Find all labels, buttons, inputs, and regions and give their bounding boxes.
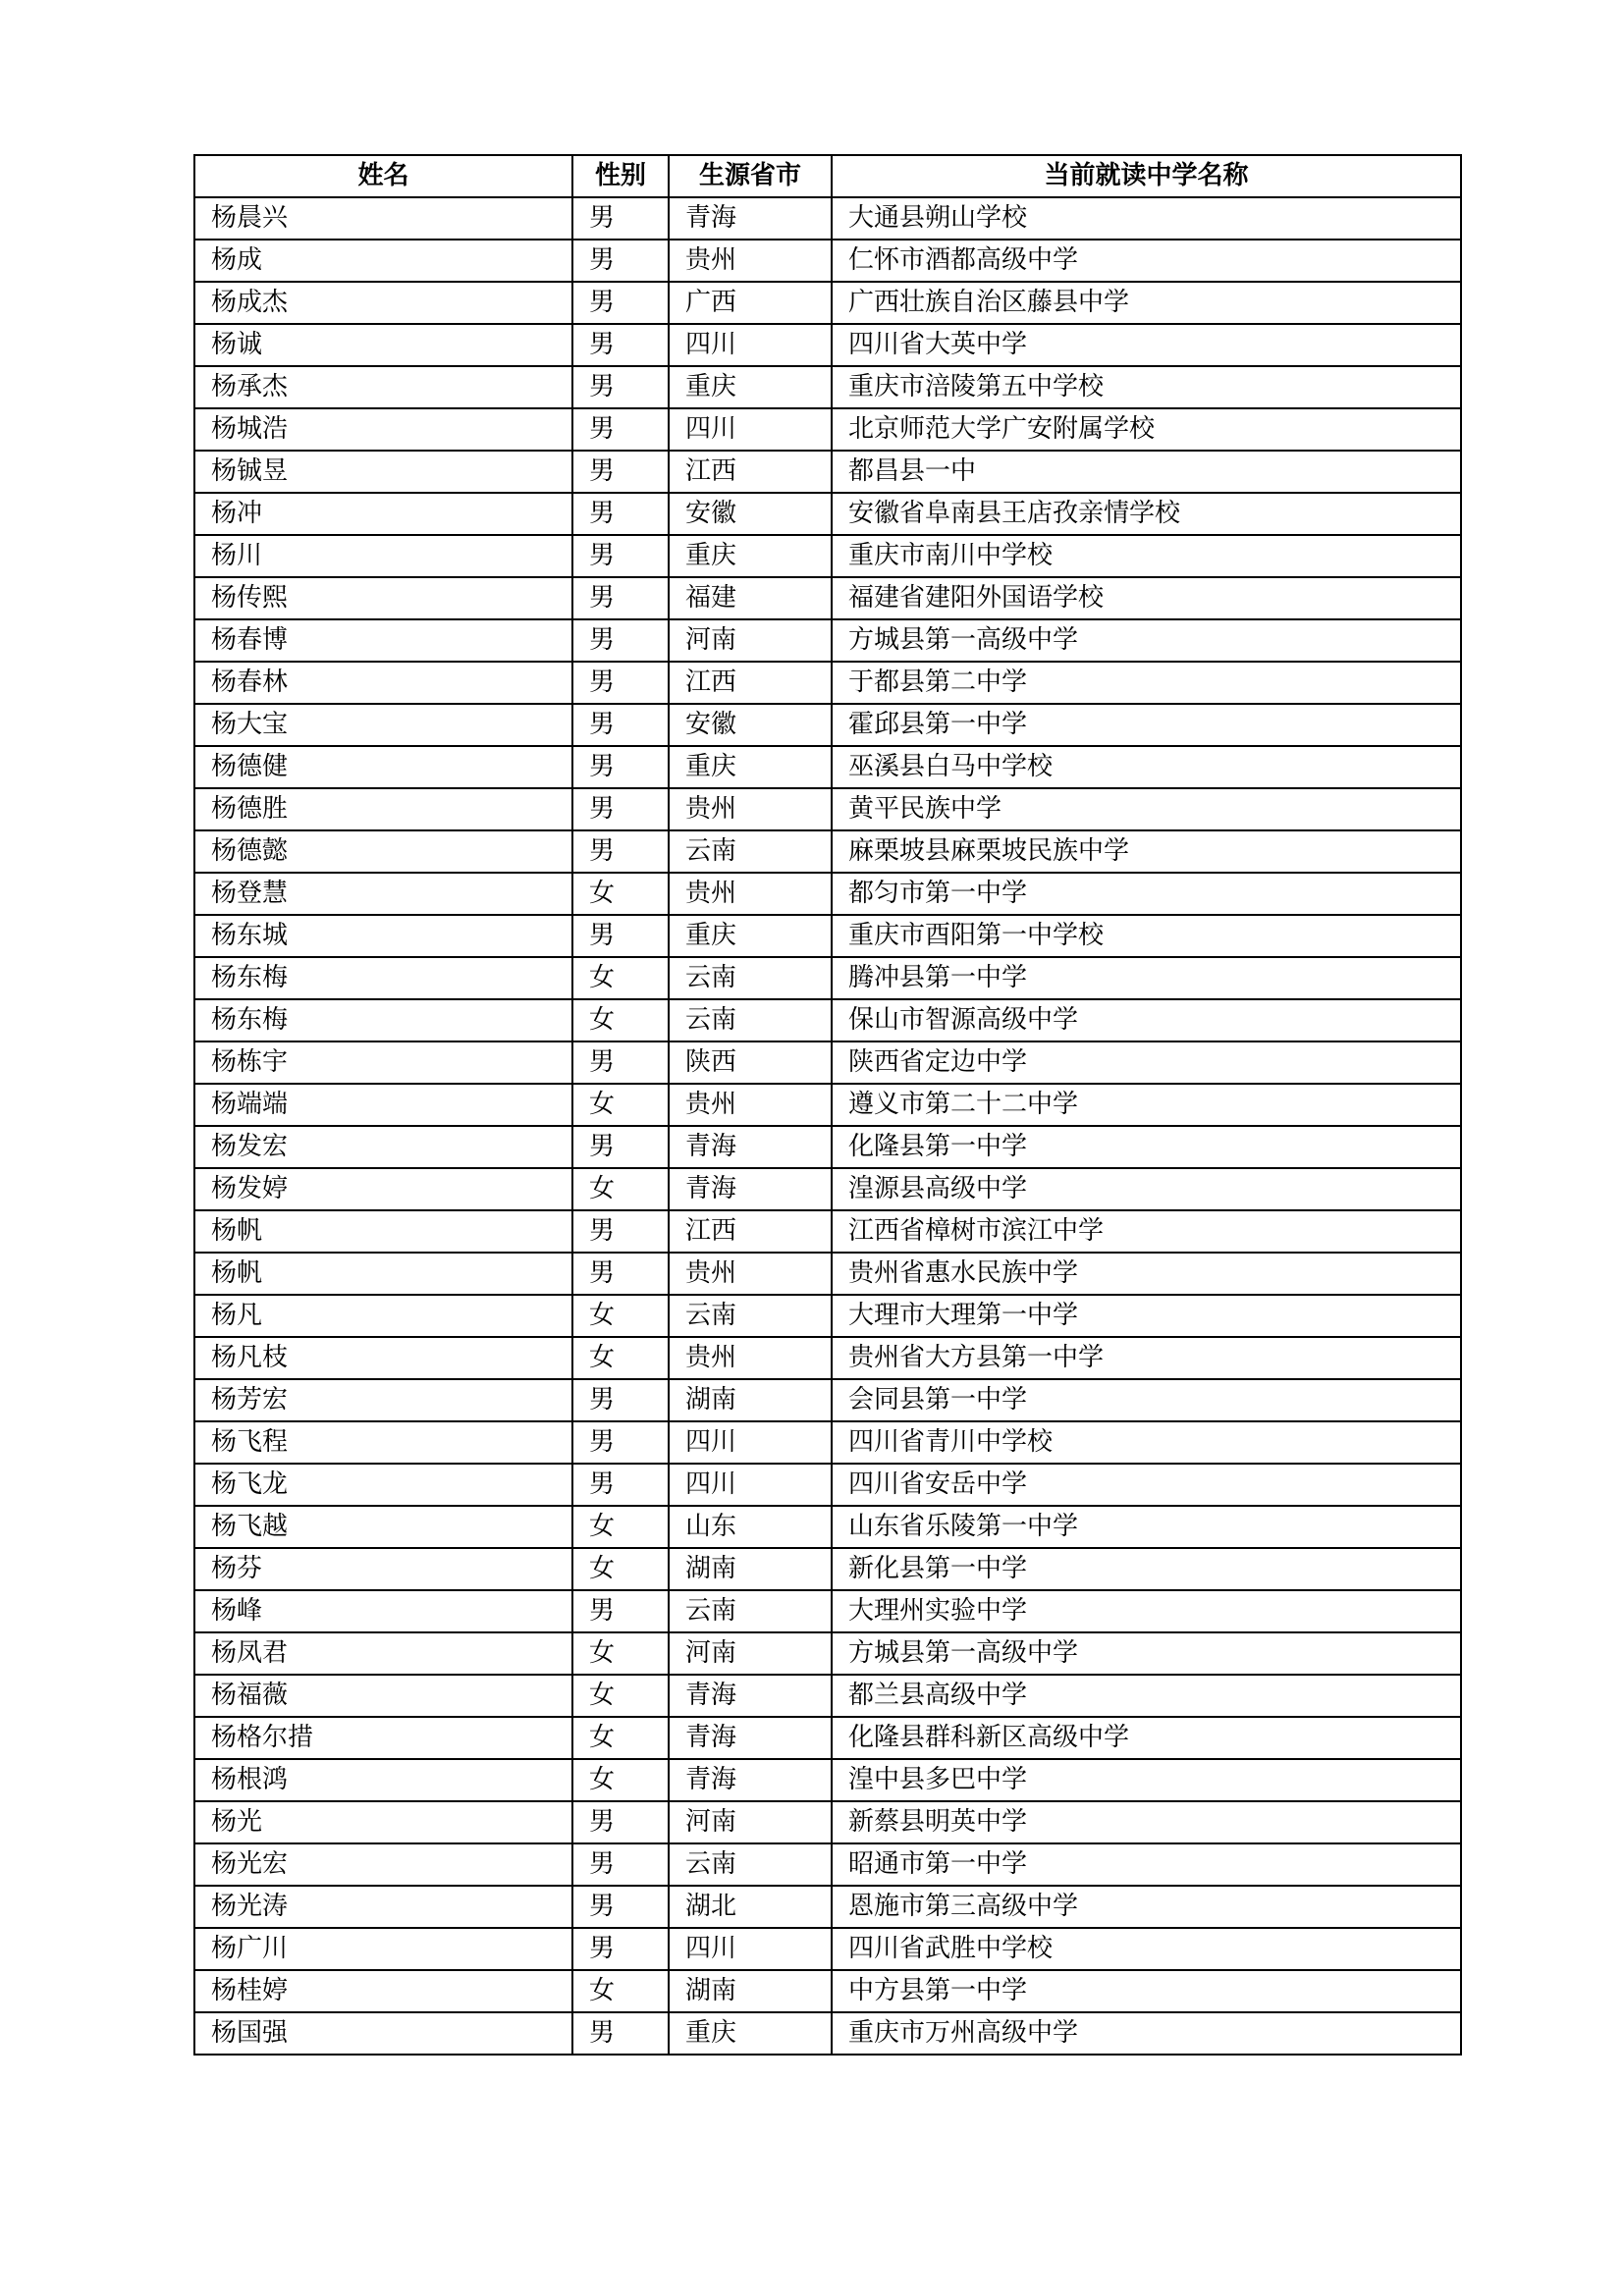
cell-name: 杨芳宏	[194, 1379, 572, 1421]
cell-province: 湖南	[669, 1548, 832, 1590]
cell-school: 恩施市第三高级中学	[832, 1886, 1461, 1928]
table-row	[194, 1464, 1461, 1506]
cell-name: 杨冲	[194, 493, 572, 535]
table-row	[194, 1210, 1461, 1253]
cell-school: 四川省青川中学校	[832, 1421, 1461, 1464]
cell-school: 重庆市万州高级中学	[832, 2012, 1461, 2055]
cell-school: 重庆市南川中学校	[832, 535, 1461, 577]
cell-gender: 男	[572, 746, 669, 788]
cell-name: 杨国强	[194, 2012, 572, 2055]
cell-province: 重庆	[669, 915, 832, 957]
cell-school: 中方县第一中学	[832, 1970, 1461, 2012]
cell-school: 重庆市酉阳第一中学校	[832, 915, 1461, 957]
cell-name: 杨德健	[194, 746, 572, 788]
cell-gender: 男	[572, 619, 669, 662]
cell-school: 四川省安岳中学	[832, 1464, 1461, 1506]
table-row	[194, 1590, 1461, 1632]
cell-gender: 女	[572, 999, 669, 1041]
cell-gender: 男	[572, 1253, 669, 1295]
cell-name: 杨春林	[194, 662, 572, 704]
cell-gender: 女	[572, 1632, 669, 1675]
cell-school: 江西省樟树市滨江中学	[832, 1210, 1461, 1253]
cell-name: 杨铖昱	[194, 451, 572, 493]
cell-school: 陕西省定边中学	[832, 1041, 1461, 1084]
cell-gender: 男	[572, 408, 669, 451]
cell-gender: 女	[572, 1295, 669, 1337]
cell-name: 杨春博	[194, 619, 572, 662]
cell-school: 大理市大理第一中学	[832, 1295, 1461, 1337]
cell-gender: 女	[572, 1168, 669, 1210]
cell-name: 杨凤君	[194, 1632, 572, 1675]
cell-gender: 女	[572, 1506, 669, 1548]
table-row	[194, 493, 1461, 535]
table-row	[194, 197, 1461, 240]
cell-province: 云南	[669, 1843, 832, 1886]
cell-gender: 女	[572, 1337, 669, 1379]
cell-name: 杨飞越	[194, 1506, 572, 1548]
cell-school: 仁怀市酒都高级中学	[832, 240, 1461, 282]
cell-school: 巫溪县白马中学校	[832, 746, 1461, 788]
cell-school: 遵义市第二十二中学	[832, 1084, 1461, 1126]
cell-province: 青海	[669, 1126, 832, 1168]
cell-name: 杨东城	[194, 915, 572, 957]
cell-gender: 女	[572, 1759, 669, 1801]
table-header-row	[194, 155, 1461, 197]
cell-school: 湟中县多巴中学	[832, 1759, 1461, 1801]
cell-province: 青海	[669, 1168, 832, 1210]
cell-name: 杨东梅	[194, 957, 572, 999]
cell-name: 杨光	[194, 1801, 572, 1843]
cell-name: 杨福薇	[194, 1675, 572, 1717]
table-row	[194, 1675, 1461, 1717]
cell-gender: 男	[572, 1590, 669, 1632]
cell-province: 江西	[669, 662, 832, 704]
cell-gender: 男	[572, 282, 669, 324]
cell-school: 贵州省惠水民族中学	[832, 1253, 1461, 1295]
cell-name: 杨凡	[194, 1295, 572, 1337]
cell-gender: 女	[572, 957, 669, 999]
cell-province: 河南	[669, 619, 832, 662]
cell-gender: 男	[572, 662, 669, 704]
cell-gender: 女	[572, 1675, 669, 1717]
cell-province: 陕西	[669, 1041, 832, 1084]
cell-name: 杨大宝	[194, 704, 572, 746]
table-row	[194, 619, 1461, 662]
cell-province: 福建	[669, 577, 832, 619]
cell-school: 麻栗坡县麻栗坡民族中学	[832, 830, 1461, 873]
cell-school: 湟源县高级中学	[832, 1168, 1461, 1210]
table-row	[194, 451, 1461, 493]
table-row	[194, 1632, 1461, 1675]
cell-name: 杨光涛	[194, 1886, 572, 1928]
cell-gender: 女	[572, 1084, 669, 1126]
cell-school: 安徽省阜南县王店孜亲情学校	[832, 493, 1461, 535]
cell-school: 四川省武胜中学校	[832, 1928, 1461, 1970]
cell-school: 于都县第二中学	[832, 662, 1461, 704]
table-row	[194, 662, 1461, 704]
cell-province: 四川	[669, 1421, 832, 1464]
table-row	[194, 788, 1461, 830]
cell-school: 都匀市第一中学	[832, 873, 1461, 915]
table-row	[194, 999, 1461, 1041]
cell-school: 都昌县一中	[832, 451, 1461, 493]
cell-name: 杨东梅	[194, 999, 572, 1041]
cell-province: 四川	[669, 324, 832, 366]
cell-gender: 男	[572, 1210, 669, 1253]
cell-province: 贵州	[669, 873, 832, 915]
header-gender: 性别	[572, 155, 669, 197]
cell-gender: 男	[572, 240, 669, 282]
cell-school: 新化县第一中学	[832, 1548, 1461, 1590]
cell-province: 广西	[669, 282, 832, 324]
table-row	[194, 1886, 1461, 1928]
cell-name: 杨成	[194, 240, 572, 282]
cell-gender: 男	[572, 1126, 669, 1168]
cell-school: 大通县朔山学校	[832, 197, 1461, 240]
cell-gender: 男	[572, 324, 669, 366]
cell-name: 杨帆	[194, 1210, 572, 1253]
cell-name: 杨城浩	[194, 408, 572, 451]
cell-province: 青海	[669, 1675, 832, 1717]
cell-province: 云南	[669, 830, 832, 873]
cell-province: 江西	[669, 1210, 832, 1253]
table-row	[194, 1253, 1461, 1295]
cell-province: 安徽	[669, 704, 832, 746]
cell-school: 方城县第一高级中学	[832, 619, 1461, 662]
table-row	[194, 1717, 1461, 1759]
cell-name: 杨凡枝	[194, 1337, 572, 1379]
cell-gender: 男	[572, 1843, 669, 1886]
cell-gender: 男	[572, 535, 669, 577]
cell-province: 贵州	[669, 1253, 832, 1295]
cell-gender: 男	[572, 577, 669, 619]
cell-name: 杨峰	[194, 1590, 572, 1632]
cell-province: 山东	[669, 1506, 832, 1548]
cell-gender: 男	[572, 788, 669, 830]
table-row	[194, 1379, 1461, 1421]
cell-school: 腾冲县第一中学	[832, 957, 1461, 999]
cell-gender: 男	[572, 1379, 669, 1421]
cell-gender: 女	[572, 1717, 669, 1759]
cell-name: 杨光宏	[194, 1843, 572, 1886]
table-row	[194, 282, 1461, 324]
cell-province: 云南	[669, 1295, 832, 1337]
table-row	[194, 1801, 1461, 1843]
cell-name: 杨晨兴	[194, 197, 572, 240]
cell-name: 杨飞程	[194, 1421, 572, 1464]
cell-province: 云南	[669, 957, 832, 999]
cell-school: 昭通市第一中学	[832, 1843, 1461, 1886]
cell-school: 都兰县高级中学	[832, 1675, 1461, 1717]
cell-province: 重庆	[669, 2012, 832, 2055]
cell-name: 杨诚	[194, 324, 572, 366]
cell-province: 重庆	[669, 746, 832, 788]
cell-school: 保山市智源高级中学	[832, 999, 1461, 1041]
cell-school: 福建省建阳外国语学校	[832, 577, 1461, 619]
table-row	[194, 1168, 1461, 1210]
cell-gender: 男	[572, 830, 669, 873]
table-row	[194, 366, 1461, 408]
cell-province: 贵州	[669, 240, 832, 282]
table-row	[194, 2012, 1461, 2055]
table-row	[194, 1843, 1461, 1886]
table-row	[194, 1928, 1461, 1970]
cell-name: 杨广川	[194, 1928, 572, 1970]
table-row	[194, 830, 1461, 873]
cell-gender: 男	[572, 1928, 669, 1970]
cell-school: 方城县第一高级中学	[832, 1632, 1461, 1675]
table-row	[194, 535, 1461, 577]
cell-name: 杨登慧	[194, 873, 572, 915]
cell-name: 杨成杰	[194, 282, 572, 324]
cell-province: 江西	[669, 451, 832, 493]
cell-province: 青海	[669, 197, 832, 240]
cell-name: 杨传熙	[194, 577, 572, 619]
cell-province: 云南	[669, 999, 832, 1041]
cell-province: 河南	[669, 1632, 832, 1675]
cell-gender: 女	[572, 1548, 669, 1590]
header-province: 生源省市	[669, 155, 832, 197]
cell-school: 北京师范大学广安附属学校	[832, 408, 1461, 451]
cell-gender: 女	[572, 873, 669, 915]
cell-school: 四川省大英中学	[832, 324, 1461, 366]
cell-name: 杨德懿	[194, 830, 572, 873]
cell-school: 大理州实验中学	[832, 1590, 1461, 1632]
table-row	[194, 1759, 1461, 1801]
cell-gender: 男	[572, 1041, 669, 1084]
cell-school: 重庆市涪陵第五中学校	[832, 366, 1461, 408]
table-row	[194, 915, 1461, 957]
cell-province: 云南	[669, 1590, 832, 1632]
header-name: 姓名	[194, 155, 572, 197]
cell-school: 化隆县群科新区高级中学	[832, 1717, 1461, 1759]
cell-school: 霍邱县第一中学	[832, 704, 1461, 746]
table-row	[194, 1337, 1461, 1379]
cell-name: 杨德胜	[194, 788, 572, 830]
cell-school: 贵州省大方县第一中学	[832, 1337, 1461, 1379]
cell-province: 河南	[669, 1801, 832, 1843]
cell-gender: 男	[572, 1886, 669, 1928]
table-row	[194, 1126, 1461, 1168]
cell-gender: 男	[572, 2012, 669, 2055]
cell-province: 贵州	[669, 1337, 832, 1379]
cell-province: 青海	[669, 1759, 832, 1801]
cell-name: 杨发宏	[194, 1126, 572, 1168]
cell-name: 杨承杰	[194, 366, 572, 408]
cell-gender: 男	[572, 704, 669, 746]
table-row	[194, 1548, 1461, 1590]
cell-name: 杨芬	[194, 1548, 572, 1590]
cell-gender: 男	[572, 366, 669, 408]
cell-name: 杨飞龙	[194, 1464, 572, 1506]
cell-name: 杨栋宇	[194, 1041, 572, 1084]
cell-gender: 男	[572, 1801, 669, 1843]
table-row	[194, 746, 1461, 788]
table-row	[194, 1295, 1461, 1337]
cell-province: 四川	[669, 1464, 832, 1506]
cell-province: 四川	[669, 1928, 832, 1970]
table-row	[194, 1970, 1461, 2012]
cell-province: 贵州	[669, 788, 832, 830]
cell-gender: 男	[572, 493, 669, 535]
cell-name: 杨根鸿	[194, 1759, 572, 1801]
cell-gender: 男	[572, 1421, 669, 1464]
cell-name: 杨桂婷	[194, 1970, 572, 2012]
cell-name: 杨格尔措	[194, 1717, 572, 1759]
cell-gender: 男	[572, 451, 669, 493]
table-row	[194, 1421, 1461, 1464]
cell-school: 山东省乐陵第一中学	[832, 1506, 1461, 1548]
cell-province: 湖北	[669, 1886, 832, 1928]
table-row	[194, 1041, 1461, 1084]
table-row	[194, 873, 1461, 915]
cell-gender: 男	[572, 197, 669, 240]
cell-province: 湖南	[669, 1379, 832, 1421]
cell-province: 青海	[669, 1717, 832, 1759]
table-row	[194, 1506, 1461, 1548]
table-row	[194, 408, 1461, 451]
header-school: 当前就读中学名称	[832, 155, 1461, 197]
table-row	[194, 957, 1461, 999]
cell-gender: 男	[572, 915, 669, 957]
cell-name: 杨川	[194, 535, 572, 577]
cell-school: 新蔡县明英中学	[832, 1801, 1461, 1843]
cell-school: 化隆县第一中学	[832, 1126, 1461, 1168]
cell-province: 四川	[669, 408, 832, 451]
cell-school: 广西壮族自治区藤县中学	[832, 282, 1461, 324]
cell-gender: 男	[572, 1464, 669, 1506]
cell-gender: 女	[572, 1970, 669, 2012]
cell-province: 重庆	[669, 366, 832, 408]
table-row	[194, 704, 1461, 746]
cell-province: 贵州	[669, 1084, 832, 1126]
cell-province: 湖南	[669, 1970, 832, 2012]
table-row	[194, 324, 1461, 366]
student-table	[193, 154, 1462, 2056]
cell-name: 杨端端	[194, 1084, 572, 1126]
table-row	[194, 240, 1461, 282]
cell-school: 黄平民族中学	[832, 788, 1461, 830]
table-row	[194, 577, 1461, 619]
cell-name: 杨发婷	[194, 1168, 572, 1210]
cell-name: 杨帆	[194, 1253, 572, 1295]
cell-province: 重庆	[669, 535, 832, 577]
table-row	[194, 1084, 1461, 1126]
cell-school: 会同县第一中学	[832, 1379, 1461, 1421]
cell-province: 安徽	[669, 493, 832, 535]
